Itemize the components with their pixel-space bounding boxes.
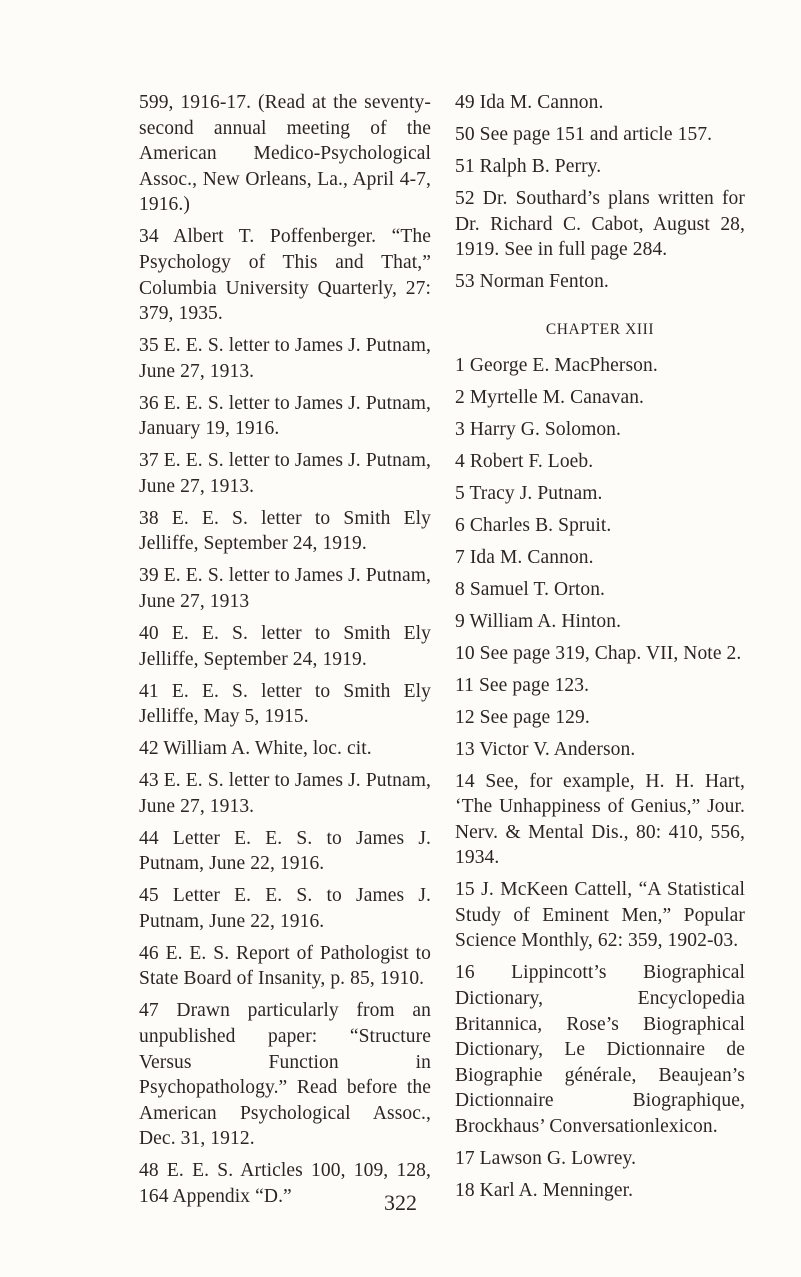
note-53: 53 Norman Fenton. <box>455 271 609 293</box>
note-49: 49 Ida M. Cannon. <box>455 92 604 113</box>
note-48: 48 E. E. S. Articles 100, 109, 128, 164 Appendix “D.” <box>139 1160 431 1208</box>
note-47: 47 Drawn particularly from an unpublished paper: “Structure Versus Function in Psychopathology.” Read before the American Psychological Assoc., Dec. 31, 1912. <box>139 1000 431 1150</box>
chapter-note-6: 6 Charles B. Spruit. <box>455 514 612 536</box>
note-44: 44 Letter E. E. S. to James J. Putnam, June 22, 1916. <box>139 827 431 875</box>
note-34: 34 Albert T. Poffenberger. “The Psychology of This and That,” Columbia University Quarterly, 27: 379, 1935. <box>139 226 431 325</box>
note-36: 36 E. E. S. letter to James J. Putnam, January 19, 1916. <box>139 392 431 440</box>
chapter-note-9: 9 William A. Hinton. <box>455 610 622 632</box>
chapter-note-17: 17 Lawson G. Lowrey. <box>455 1148 637 1169</box>
chapter-note-5: 5 Tracy J. Putnam. <box>455 482 603 504</box>
chapter-note-3: 3 Harry G. Solomon. <box>455 418 622 440</box>
chapter-note-11: 11 See page 123. <box>455 674 590 696</box>
note-45: 45 Letter E. E. S. to James J. Putnam, June 22, 1916. <box>139 885 431 932</box>
chapter-note-12: 12 See page 129. <box>455 706 590 728</box>
chapter-note-10: 10 See page 319, Chap. VII, Note 2. <box>455 642 742 664</box>
note-43: 43 E. E. S. letter to James J. Putnam, June 27, 1913. <box>139 770 431 817</box>
note-37: 37 E. E. S. letter to James J. Putnam, June 27, 1913. <box>139 450 431 497</box>
note-39: 39 E. E. S. letter to James J. Putnam, June 27, 1913 <box>139 565 431 613</box>
note-38: 38 E. E. S. letter to Smith Ely Jelliffe, September 24, 1919. <box>139 507 431 555</box>
note-51: 51 Ralph B. Perry. <box>455 155 602 177</box>
note-35: 35 E. E. S. letter to James J. Putnam, June 27, 1913. <box>139 335 431 382</box>
right-column <box>455 90 745 1210</box>
note-46: 46 E. E. S. Report of Pathologist to State Board of Insanity, p. 85, 1910. <box>139 942 431 990</box>
left-column <box>139 90 431 1216</box>
chapter-note-8: 8 Samuel T. Orton. <box>455 578 606 600</box>
chapter-heading: CHAPTER XIII <box>545 320 655 338</box>
chapter-note-4: 4 Robert F. Loeb. <box>455 450 594 472</box>
note-42: 42 William A. White, loc. cit. <box>139 738 372 760</box>
chapter-note-16: 16 Lippincott’s Biographical Dictionary, Encyclopedia Britannica, Rose’s Biographical Dictionary, Le Dictionnaire de Biographie générale, Beaujean’s Dictionnaire Biographique, Brockhaus’ Conversationlexicon. <box>455 962 745 1138</box>
chapter-note-1: 1 George E. MacPherson. <box>455 354 658 376</box>
note-continuation: 599, 1916-17. (Read at the seventy-second annual meeting of the American Medico-Psychological Assoc., New Orleans, La., April 4-7, 1916.) <box>139 92 431 216</box>
note-41: 41 E. E. S. letter to Smith Ely Jelliffe, May 5, 1915. <box>139 680 431 728</box>
chapter-note-13: 13 Victor V. Anderson. <box>455 738 636 760</box>
chapter-note-2: 2 Myrtelle M. Canavan. <box>455 386 645 408</box>
chapter-note-14: 14 See, for example, H. H. Hart, ‘The Unhappiness of Genius,” Jour. Nerv. & Mental Dis., 80: 410, 556, 1934. <box>455 770 745 869</box>
note-52: 52 Dr. Southard’s plans written for Dr. Richard C. Cabot, August 28, 1919. See in full page 284. <box>455 187 745 261</box>
note-40: 40 E. E. S. letter to Smith Ely Jelliffe, September 24, 1919. <box>139 623 431 670</box>
chapter-note-15: 15 J. McKeen Cattell, “A Statistical Study of Eminent Men,” Popular Science Monthly, 62: 359, 1902-03. <box>455 879 745 952</box>
chapter-note-18: 18 Karl A. Menninger. <box>455 1179 634 1201</box>
note-50: 50 See page 151 and article 157. <box>455 123 713 145</box>
chapter-note-7: 7 Ida M. Cannon. <box>455 546 594 568</box>
page-number: 322 <box>384 1190 417 1215</box>
